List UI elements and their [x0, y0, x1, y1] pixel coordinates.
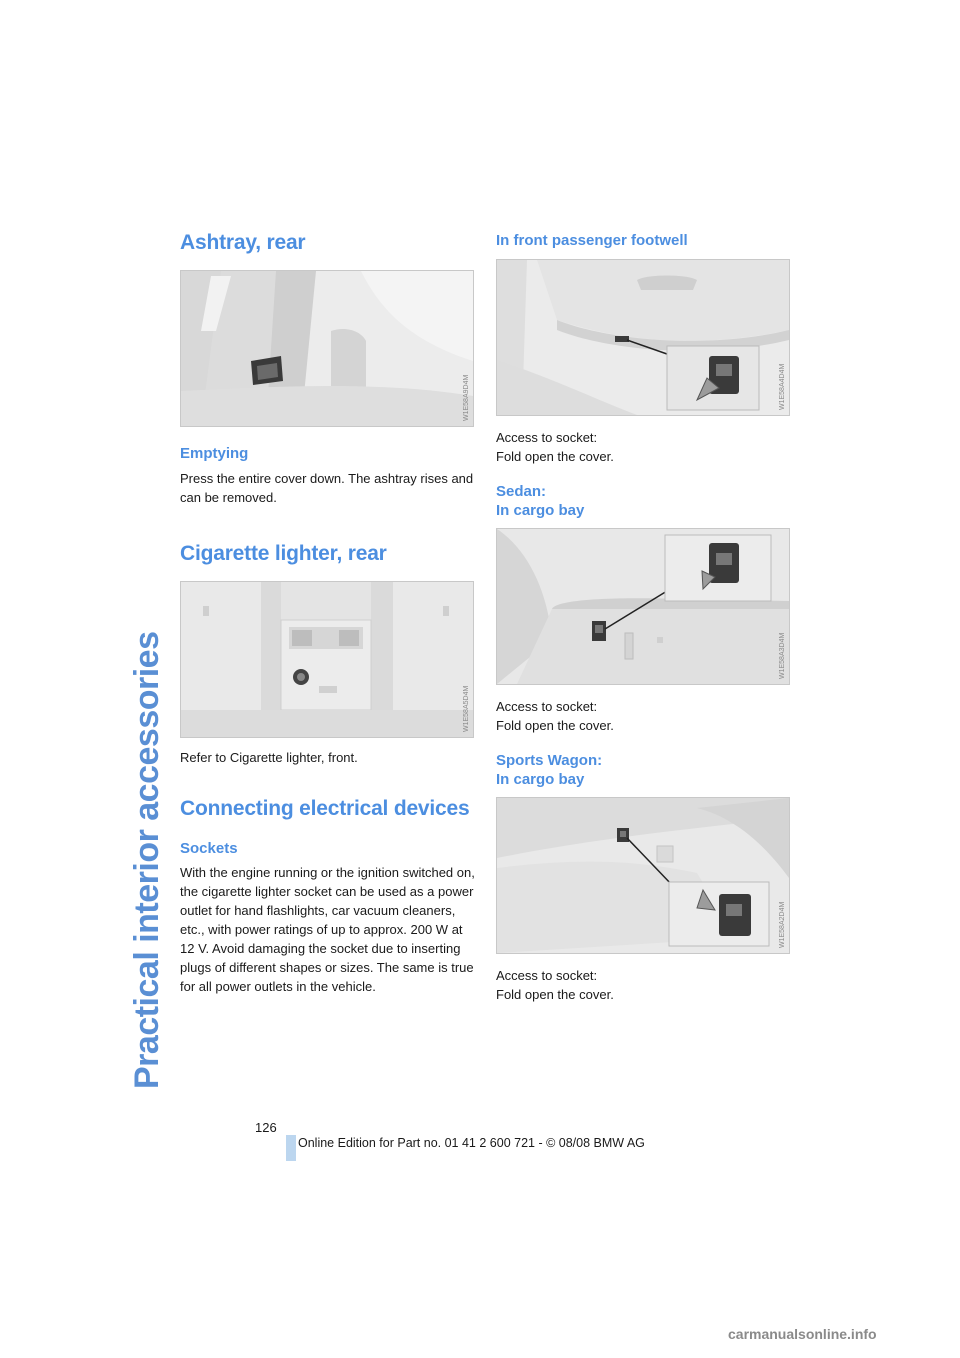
- chapter-title-text: Practical interior accessories: [128, 631, 166, 1089]
- image-code: W1E58A5D4M: [463, 685, 470, 732]
- sedan-illustration: [496, 528, 790, 685]
- footwell-line2: Fold open the cover.: [496, 449, 614, 464]
- image-code: W1E58A9D4M: [463, 374, 470, 421]
- electrical-heading: Connecting electrical devices: [180, 797, 470, 820]
- image-code: W1E58A2D4M: [779, 901, 786, 948]
- ashtray-illustration: [180, 270, 474, 427]
- lighter-illustration: [180, 581, 474, 738]
- footer-accent-bar: [286, 1135, 296, 1161]
- image-code: W1E58A4D4M: [779, 363, 786, 410]
- sedan-heading-line1: Sedan:: [496, 483, 547, 500]
- wagon-heading-line1: Sports Wagon:: [496, 752, 603, 769]
- lighter-heading: Cigarette lighter, rear: [180, 542, 387, 565]
- sockets-text: With the engine running or the ignition switched on, the cigarette lighter socket can be used as a power outlet for hand flashlights, car vacuum cleaners, etc., with power ratings of up to approx. 200 W at 12 V. Avoid damaging the socket due to inserting plugs of different shapes or sizes. The same is true for all power outlets in the vehicle.: [180, 865, 475, 994]
- wagon-illustration: [496, 797, 790, 954]
- footwell-line1: Access to socket:: [496, 430, 598, 445]
- page-number: 126: [255, 1120, 277, 1135]
- sedan-line1: Access to socket:: [496, 699, 598, 714]
- sedan-line2: Fold open the cover.: [496, 718, 614, 733]
- image-code: W1E58A3D4M: [779, 632, 786, 679]
- watermark: carmanualsonline.info: [728, 1326, 877, 1342]
- sockets-subheading: Sockets: [180, 840, 238, 857]
- lighter-text: Refer to Cigarette lighter, front.: [180, 750, 358, 765]
- sedan-heading-line2: In cargo bay: [496, 502, 585, 519]
- left-column: [180, 228, 475, 996]
- footwell-illustration: [496, 259, 790, 416]
- wagon-line1: Access to socket:: [496, 968, 598, 983]
- chapter-side-title: [128, 229, 166, 1089]
- edition-note: Online Edition for Part no. 01 41 2 600 721 - © 08/08 BMW AG: [298, 1136, 645, 1150]
- ashtray-heading: Ashtray, rear: [180, 231, 306, 254]
- wagon-heading-line2: In cargo bay: [496, 771, 585, 788]
- wagon-line2: Fold open the cover.: [496, 987, 614, 1002]
- emptying-text: Press the entire cover down. The ashtray rises and can be removed.: [180, 471, 474, 505]
- right-column: [496, 228, 791, 1004]
- footwell-heading: In front passenger footwell: [496, 232, 688, 249]
- emptying-subheading: Emptying: [180, 445, 249, 462]
